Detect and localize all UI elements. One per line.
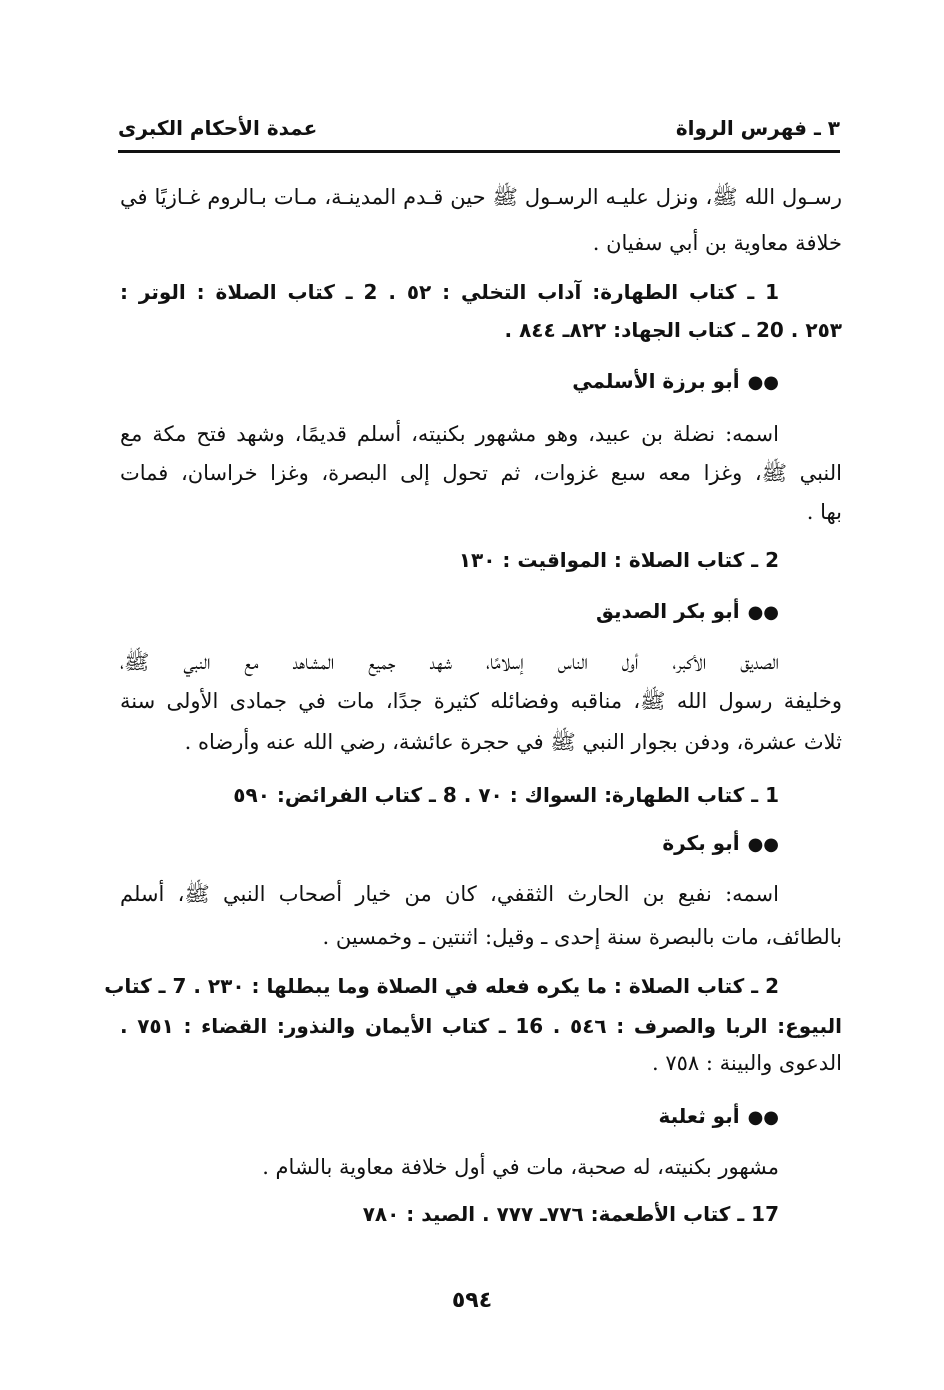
text-line: وخليفة رسول الله ﷺ، مناقبه وفضائله كثيرة جدًا، مات في جمادى الأولى سنة [120, 689, 842, 713]
narrator-name: أبو بكر الصديق [596, 599, 740, 623]
narrator-heading [572, 366, 779, 398]
section-title: ٣ ـ فهرس الرواة [675, 116, 840, 140]
narrator-name: أبو ثعلبة [658, 1104, 740, 1128]
text-line: خلافة معاوية بن أبي سفيان . [592, 231, 842, 255]
header-rule [118, 150, 840, 153]
bullet-icon: ●● [747, 834, 779, 855]
text-line: اسمه: نفيع بن الحارث الثقفي، كان من خيار أصحاب النبي ﷺ، أسلم [120, 882, 779, 906]
text-line: بها . [806, 500, 842, 524]
text-line: بالطائف، مات بالبصرة سنة إحدى ـ وقيل: اثنتين ـ وخمسين . [322, 925, 842, 949]
reference-line: 2 ـ كتاب الصلاة : المواقيت : ١٣٠ [458, 548, 779, 572]
narrator-heading [596, 596, 779, 628]
narrator-name: أبو بكرة [662, 831, 740, 855]
text-line: رسـول الله ﷺ، ونزل عليـه الرسـول ﷺ حين قـدم المدينـة، مـات بـالروم غـازيًا في [120, 185, 842, 209]
book-title: عمدة الأحكام الكبرى [118, 116, 318, 140]
reference-line: البيوع: الربا والصرف : ٥٤٦ . 16 ـ كتاب الأيمان والنذور: القضاء : ٧٥١ . [120, 1014, 842, 1038]
reference-line: 17 ـ كتاب الأطعمة: ٧٧٦ـ ٧٧٧ . الصيد : ٧٨٠ [362, 1202, 779, 1226]
text-line: اسمه: نضلة بن عبيد، وهو مشهور بكنيته، أسلم قديمًا، وشهد فتح مكة مع [120, 422, 779, 446]
narrator-heading [662, 828, 779, 860]
narrator-name: أبو برزة الأسلمي [572, 369, 740, 393]
bullet-icon: ●● [747, 1107, 779, 1128]
text-line: مشهور بكنيته، له صحبة، مات في أول خلافة معاوية بالشام . [262, 1155, 779, 1179]
running-header [118, 112, 840, 146]
narrator-heading [658, 1101, 779, 1133]
text-line: الدعوى والبينة : ٧٥٨ . [651, 1051, 842, 1075]
reference-line: ٢٥٣ . 20 ـ كتاب الجهاد: ٨٢٢ـ ٨٤٤ . [504, 318, 842, 342]
reference-line: 1 ـ كتاب الطهارة: آداب التخلي : ٥٢ . 2 ـ كتاب الصلاة : الوتر : [120, 280, 779, 304]
text-line: ثلاث عشرة، ودفن بجوار النبي ﷺ في حجرة عائشة، رضي الله عنه وأرضاه . [184, 730, 842, 754]
text-line: الصديق الأكبر، أول الناس إسلامًا، شهد جميع المشاهد مع النبي ﷺ، [120, 650, 779, 674]
reference-line: 1 ـ كتاب الطهارة: السواك : ٧٠ . 8 ـ كتاب الفرائض: ٥٩٠ [233, 783, 779, 807]
reference-line: 2 ـ كتاب الصلاة : ما يكره فعله في الصلاة وما يبطلها : ٢٣٠ . 7 ـ كتاب [104, 974, 779, 998]
bullet-icon: ●● [747, 602, 779, 623]
page-number: ٥٩٤ [451, 1288, 493, 1313]
text-line: النبي ﷺ، وغزا معه سبع غزوات، ثم تحول إلى البصرة، وغزا خراسان، فمات [120, 461, 842, 485]
bullet-icon: ●● [747, 372, 779, 393]
